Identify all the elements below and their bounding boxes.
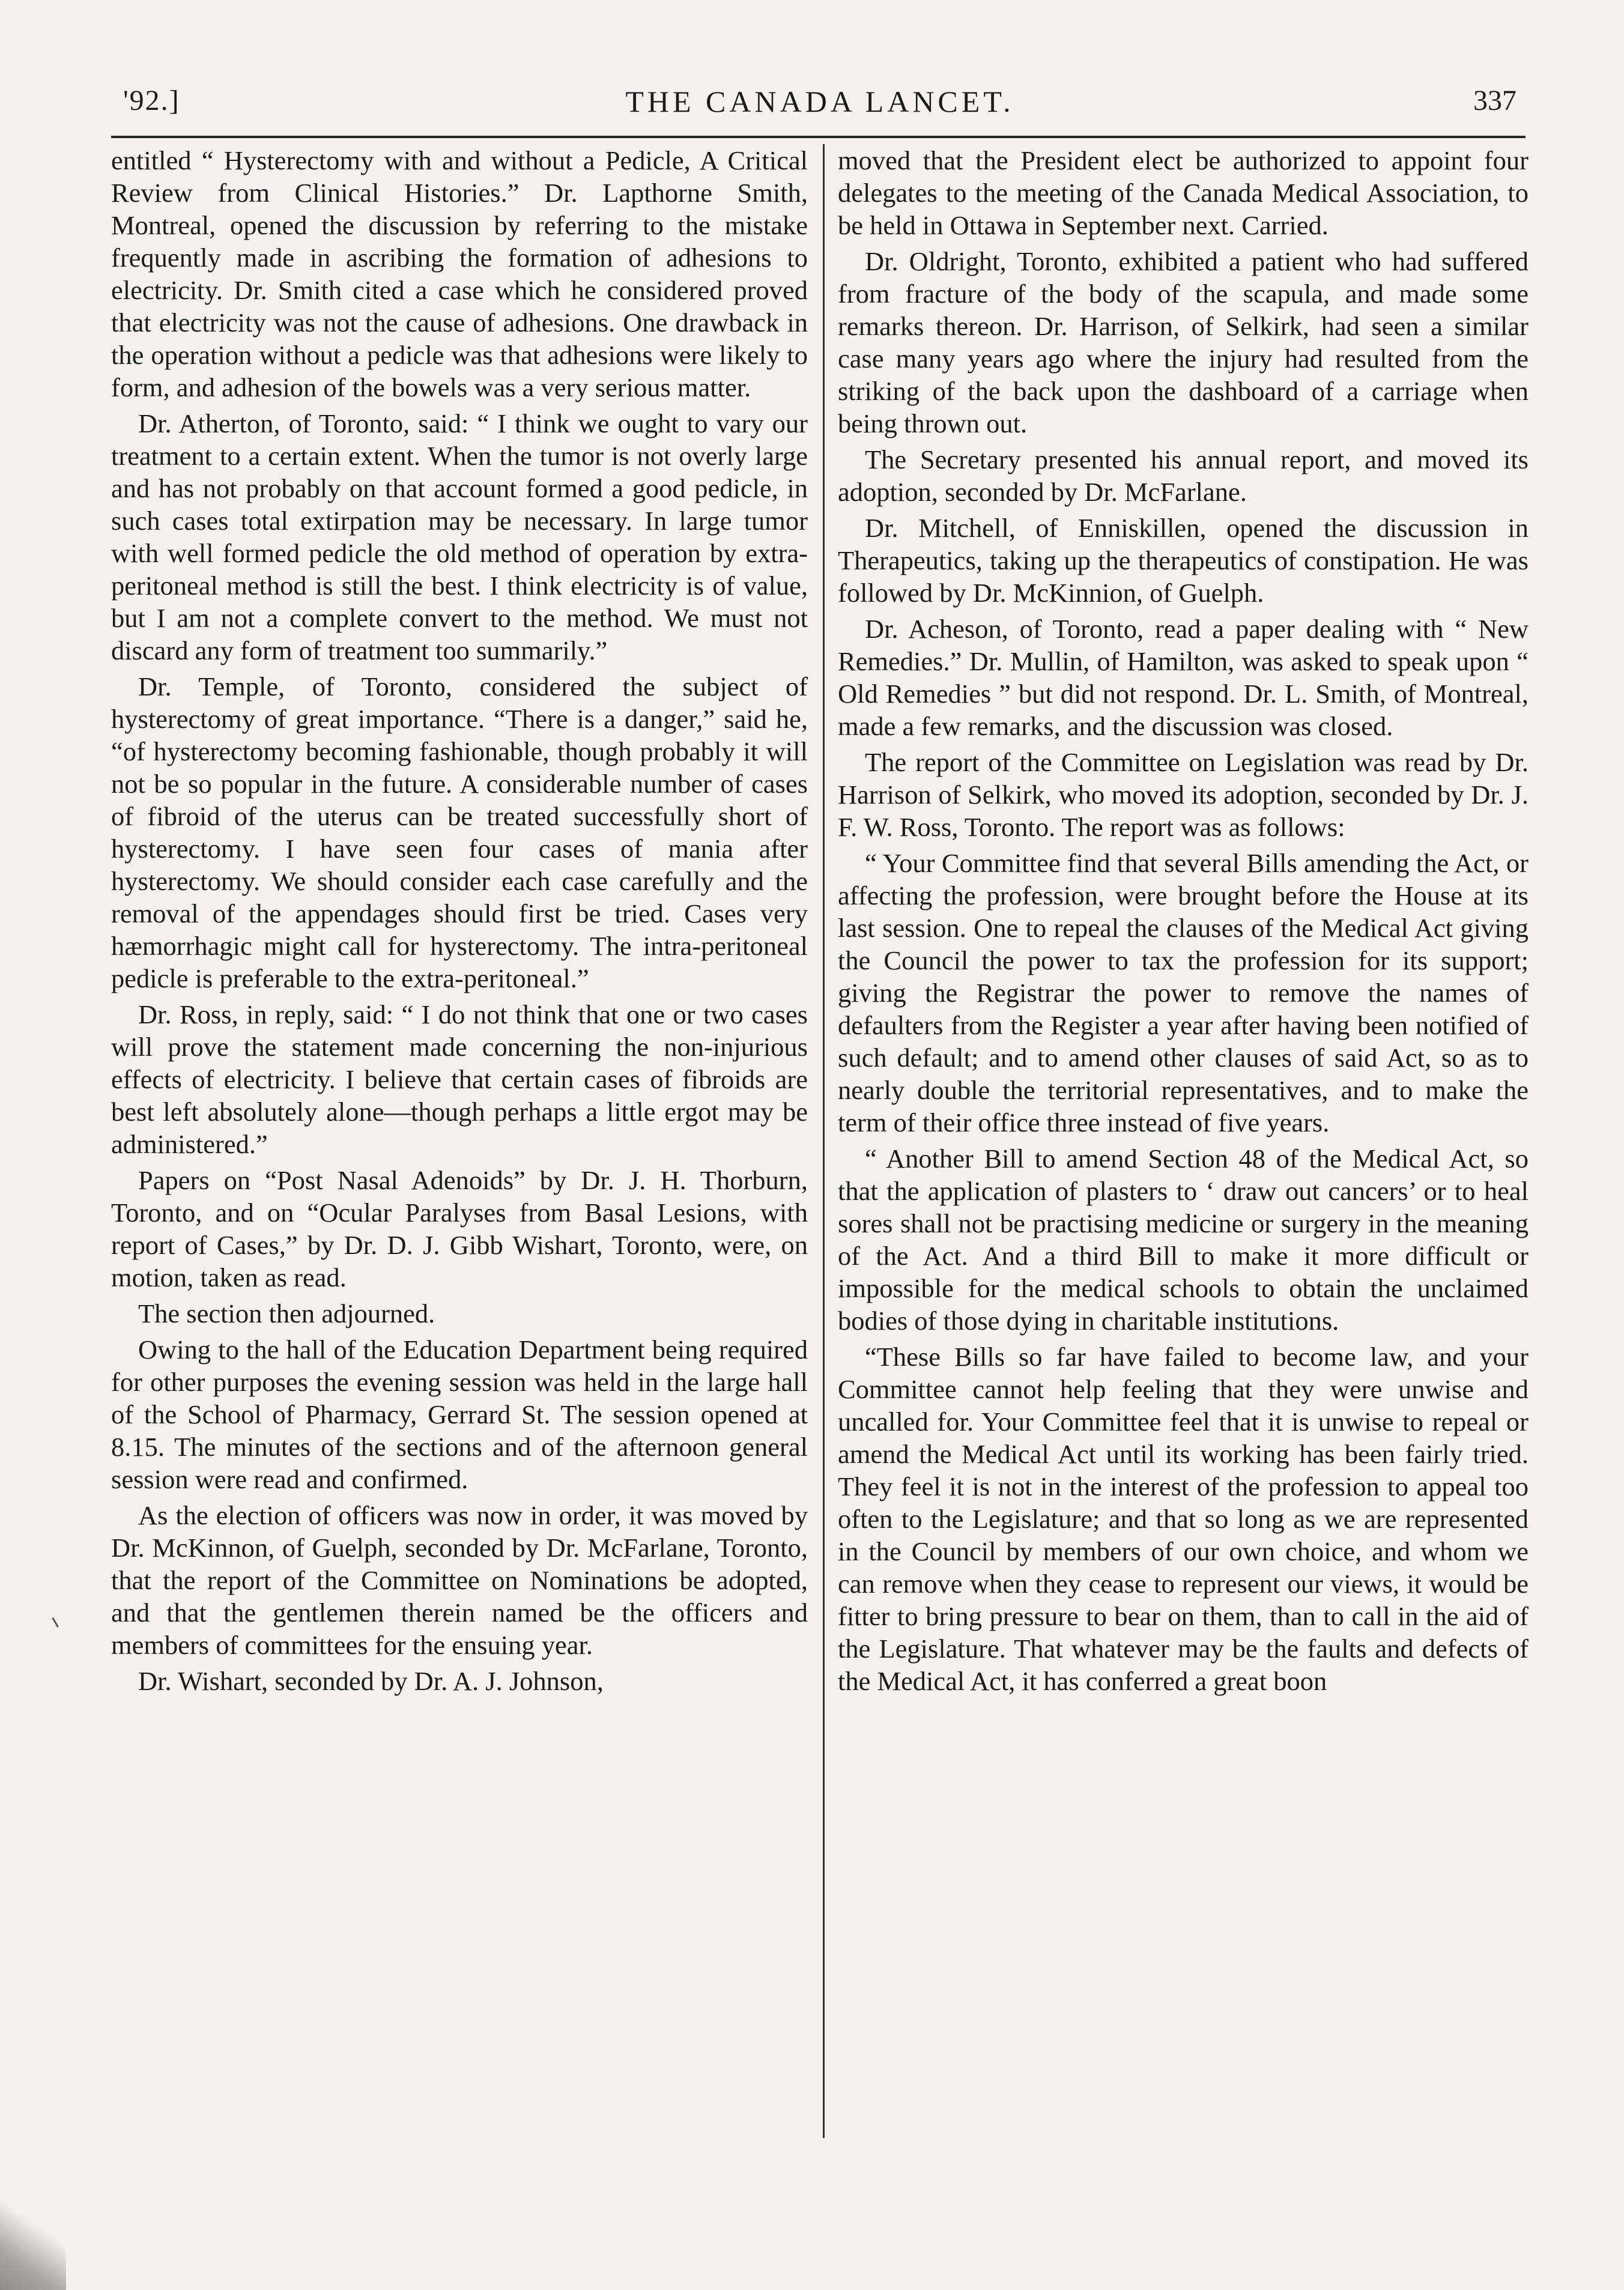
- column-divider: [823, 144, 825, 2138]
- running-head: [123, 84, 1516, 132]
- margin-mark: [52, 1614, 64, 1628]
- paragraph: moved that the President elect be authorized to appoint four delegates to the meeting of the Canada Medical Association, to be held in Ottawa in September next. Carried.: [838, 145, 1529, 240]
- scan-corner-shadow: [0, 2170, 66, 2290]
- right-column: [838, 144, 1529, 1701]
- volume-year: '92.]: [123, 85, 180, 117]
- paragraph: The section then adjourned.: [138, 1298, 435, 1328]
- header-rule: [111, 136, 1526, 138]
- page-number: 337: [1473, 85, 1516, 117]
- paragraph: Dr. Atherton, of Toronto, said: “ I think we ought to vary our treatment to a certain extent. When the tumor is not overly large and has not probably on that account formed a good pedicle, in such cases total extirpation may be necessary. In large tumor with well formed pedicle the old method of operation by extra-peritoneal method is still the best. I think electricity is of value, but I am not a complete convert to the method. We must not discard any form of treatment too summarily.”: [111, 408, 808, 665]
- paragraph: “ Another Bill to amend Section 48 of the Medical Act, so that the application of plasters to ‘ draw out cancers’ or to heal sores shall not be practising medicine or surgery in the meaning of the Act. And a third Bill to make it more difficult or impossible for the medical schools to obtain the unclaimed bodies of those dying in charitable institutions.: [838, 1143, 1529, 1336]
- paragraph: entitled “ Hysterectomy with and without a Pedicle, A Critical Review from Clinical Histories.” Dr. Lapthorne Smith, Montreal, opened the discussion by referring to the mistake frequently made in ascribing the formation of adhesions to electricity. Dr. Smith cited a case which he considered proved that electricity was not the cause of adhesions. One drawback in the operation without a pedicle was that adhesions were likely to form, and adhesion of the bowels was a very serious matter.: [111, 145, 808, 402]
- paragraph: “These Bills so far have failed to become law, and your Committee cannot help feeling that they were unwise and uncalled for. Your Committee feel that it is unwise to repeal or amend the Medical Act until its working has been fairly tried. They feel it is not in the interest of the profession to appeal too often to the Legislature; and that so long as we are represented in the Council by members of our own choice, and whom we can remove when they cease to represent our views, it would be fitter to bring pressure to bear on them, than to call in the aid of the Legislature. That whatever may be the faults and defects of the Medical Act, it has conferred a great boon: [838, 1342, 1529, 1696]
- paragraph: “ Your Committee find that several Bills amending the Act, or affecting the profession, were brought before the House at its last session. One to repeal the clauses of the Medical Act giving the Council the power to tax the profession for its support; giving the Registrar the power to remove the names of defaulters from the Register a year after having been notified of such default; and to amend other clauses of said Act, so as to nearly double the territorial representatives, and to make the term of their office three instead of five years.: [838, 848, 1529, 1137]
- paragraph: Dr. Temple, of Toronto, considered the subject of hysterectomy of great importance. “There is a danger,” said he, “of hysterectomy becoming fashionable, though probably it will not be so popular in the future. A considerable number of cases of fibroid of the uterus can be treated successfully short of hysterectomy. I have seen four cases of mania after hysterectomy. We should consider each case carefully and the removal of the appendages should first be tried. Cases very hæmorrhagic might call for hysterectomy. The intra-peritoneal pedicle is preferable to the extra-peritoneal.”: [111, 671, 808, 993]
- paragraph: The report of the Committee on Legislation was read by Dr. Harrison of Selkirk, who moved its adoption, seconded by Dr. J. F. W. Ross, Toronto. The report was as follows:: [838, 747, 1529, 842]
- paragraph: Papers on “Post Nasal Adenoids” by Dr. J. H. Thorburn, Toronto, and on “Ocular Paralyses from Basal Lesions, with report of Cases,” by Dr. D. J. Gibb Wishart, Toronto, were, on motion, taken as read.: [111, 1165, 808, 1292]
- paragraph: The Secretary presented his annual report, and moved its adoption, seconded by Dr. McFarlane.: [838, 444, 1529, 507]
- paragraph: As the election of officers was now in order, it was moved by Dr. McKinnon, of Guelph, seconded by Dr. McFarlane, Toronto, that the report of the Committee on Nominations be adopted, and that the gentlemen therein named be the officers and members of committees for the ensuing year.: [111, 1500, 808, 1660]
- paragraph: Dr. Acheson, of Toronto, read a paper dealing with “ New Remedies.” Dr. Mullin, of Hamilton, was asked to speak upon “ Old Remedies ” but did not respond. Dr. L. Smith, of Montreal, made a few remarks, and the discussion was closed.: [838, 614, 1529, 741]
- paragraph: Owing to the hall of the Education Department being required for other purposes the evening session was held in the large hall of the School of Pharmacy, Gerrard St. The session opened at 8.15. The minutes of the sections and of the afternoon general session were read and confirmed.: [111, 1334, 808, 1494]
- paragraph: Dr. Oldright, Toronto, exhibited a patient who had suffered from fracture of the body of the scapula, and made some remarks thereon. Dr. Harrison, of Selkirk, had seen a similar case many years ago where the injury had resulted from the striking of the back upon the dashboard of a carriage when being thrown out.: [838, 246, 1529, 438]
- paragraph: Dr. Wishart, seconded by Dr. A. J. Johnson,: [138, 1666, 604, 1696]
- paragraph: Dr. Mitchell, of Enniskillen, opened the discussion in Therapeutics, taking up the therapeutics of constipation. He was followed by Dr. McKinnion, of Guelph.: [838, 513, 1529, 608]
- left-column: [111, 144, 808, 1701]
- paragraph: Dr. Ross, in reply, said: “ I do not think that one or two cases will prove the statement made concerning the non-injurious effects of electricity. I believe that certain cases of fibroids are best left absolutely alone—though perhaps a little ergot may be administered.”: [111, 999, 808, 1159]
- journal-title: THE CANADA LANCET.: [625, 85, 1014, 118]
